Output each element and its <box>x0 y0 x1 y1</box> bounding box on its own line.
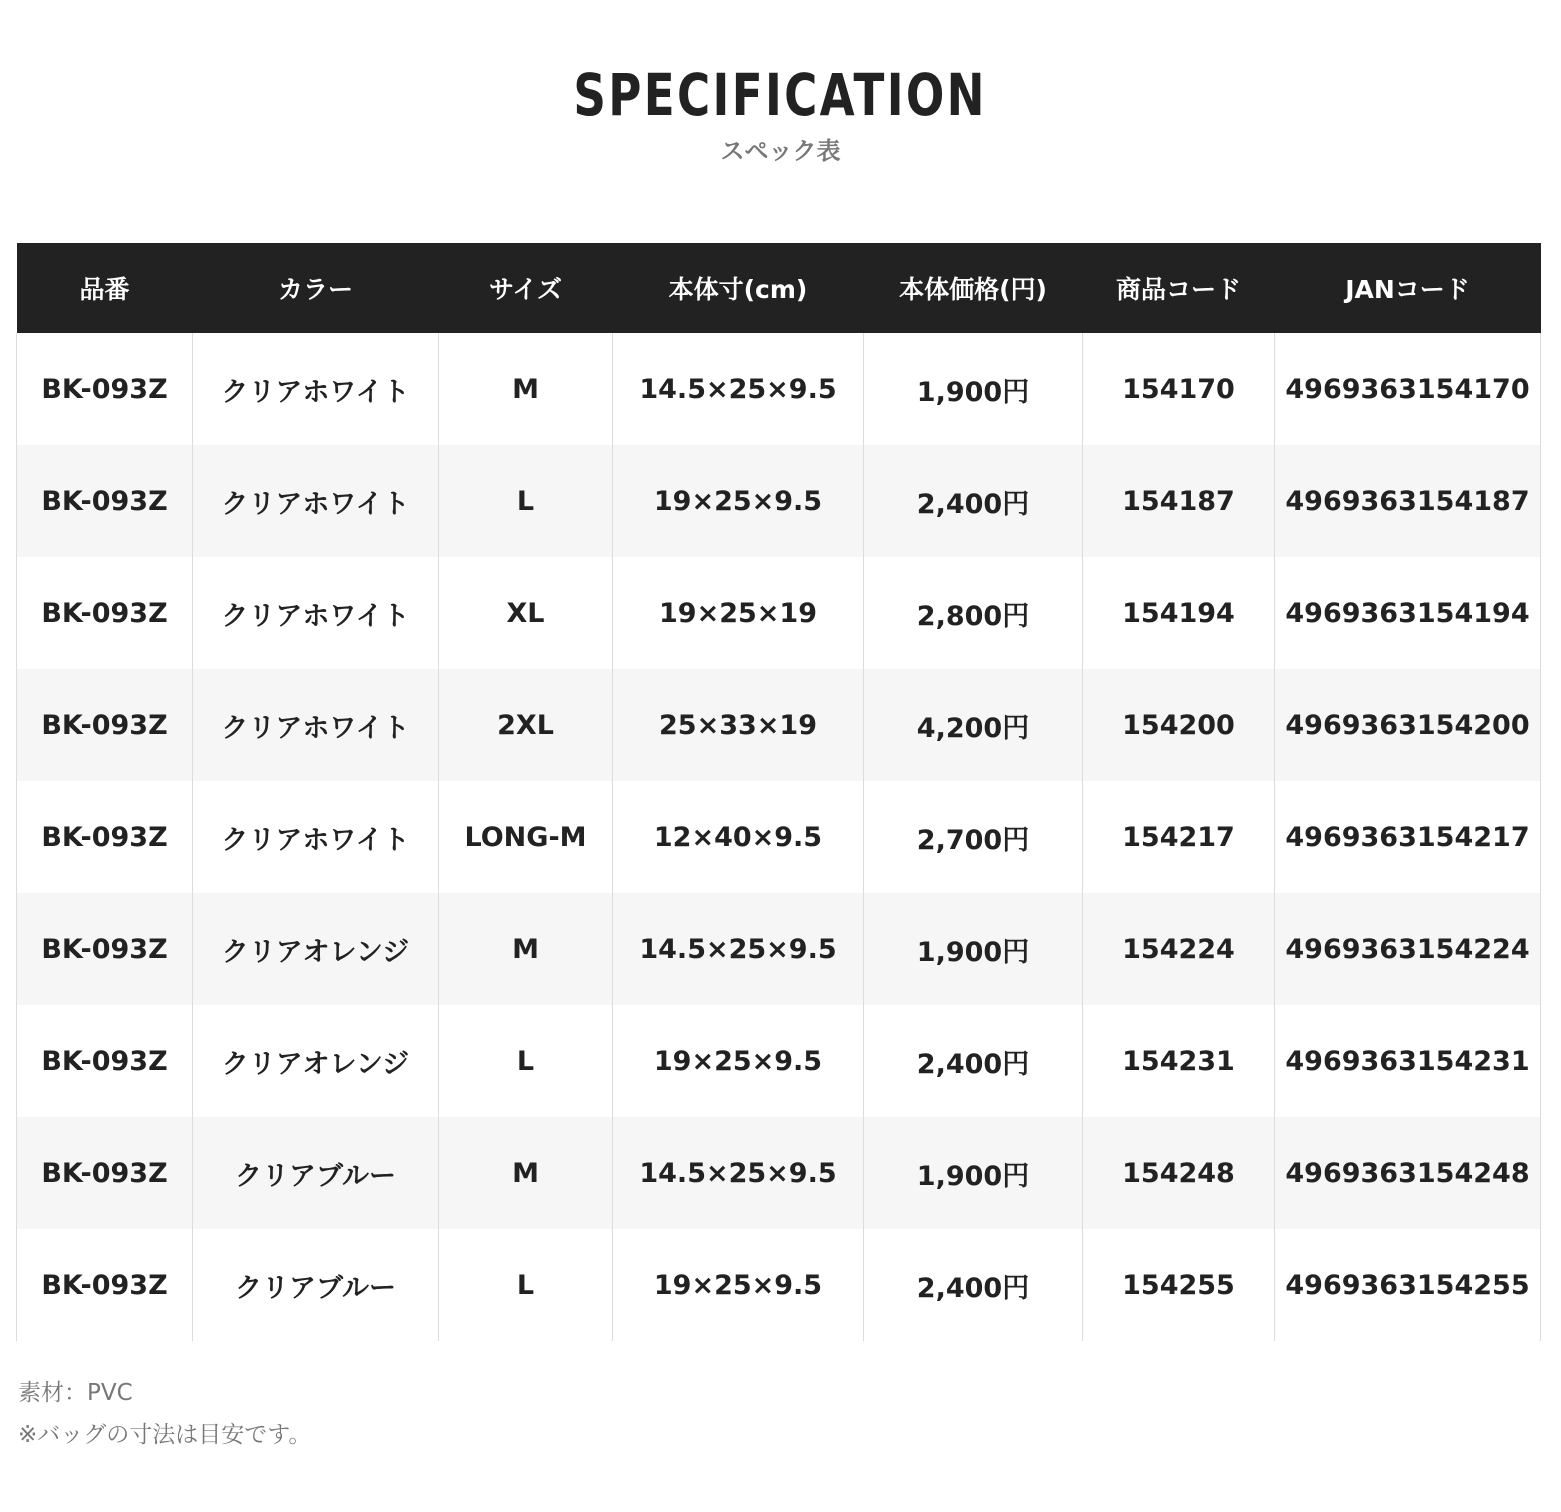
header-size: サイズ <box>439 243 613 333</box>
cell-product-code: 154217 <box>1083 781 1275 893</box>
spec-notes <box>18 1372 311 1456</box>
cell-color: クリアホワイト <box>193 669 439 781</box>
cell-color: クリアホワイト <box>193 333 439 445</box>
cell-size: LONG-M <box>439 781 613 893</box>
header-jan-code: JANコード <box>1275 243 1541 333</box>
cell-price: 2,400円 <box>864 1229 1083 1341</box>
cell-dimensions: 14.5×25×9.5 <box>613 893 864 1005</box>
header-price: 本体価格(円) <box>864 243 1083 333</box>
table-row <box>17 1117 1541 1229</box>
cell-dimensions: 19×25×9.5 <box>613 445 864 557</box>
spec-table <box>16 243 1541 1341</box>
cell-price: 2,800円 <box>864 557 1083 669</box>
cell-price: 2,700円 <box>864 781 1083 893</box>
material-note: 素材：PVC <box>18 1380 133 1406</box>
cell-item-number: BK-093Z <box>17 333 193 445</box>
cell-item-number: BK-093Z <box>17 557 193 669</box>
cell-jan-code: 4969363154170 <box>1275 333 1541 445</box>
cell-jan-code: 4969363154224 <box>1275 893 1541 1005</box>
table-body <box>17 333 1541 1341</box>
page-title: SPECIFICATION <box>573 61 988 129</box>
cell-size: M <box>439 893 613 1005</box>
cell-jan-code: 4969363154231 <box>1275 1005 1541 1117</box>
cell-jan-code: 4969363154187 <box>1275 445 1541 557</box>
cell-price: 1,900円 <box>864 893 1083 1005</box>
spec-heading <box>0 62 1561 166</box>
header-color: カラー <box>193 243 439 333</box>
cell-jan-code: 4969363154194 <box>1275 557 1541 669</box>
cell-item-number: BK-093Z <box>17 1005 193 1117</box>
cell-item-number: BK-093Z <box>17 669 193 781</box>
cell-product-code: 154224 <box>1083 893 1275 1005</box>
cell-item-number: BK-093Z <box>17 445 193 557</box>
cell-dimensions: 12×40×9.5 <box>613 781 864 893</box>
header-dimensions: 本体寸(cm) <box>613 243 864 333</box>
cell-product-code: 154231 <box>1083 1005 1275 1117</box>
cell-product-code: 154255 <box>1083 1229 1275 1341</box>
cell-product-code: 154248 <box>1083 1117 1275 1229</box>
cell-item-number: BK-093Z <box>17 1229 193 1341</box>
cell-color: クリアオレンジ <box>193 1005 439 1117</box>
cell-color: クリアホワイト <box>193 445 439 557</box>
header-row <box>17 243 1541 333</box>
cell-size: 2XL <box>439 669 613 781</box>
cell-product-code: 154187 <box>1083 445 1275 557</box>
cell-color: クリアホワイト <box>193 781 439 893</box>
cell-size: M <box>439 333 613 445</box>
cell-dimensions: 14.5×25×9.5 <box>613 333 864 445</box>
size-disclaimer: ※バッグの寸法は目安です。 <box>18 1422 312 1448</box>
cell-jan-code: 4969363154217 <box>1275 781 1541 893</box>
table-header <box>17 243 1541 333</box>
cell-size: L <box>439 1005 613 1117</box>
table-row <box>17 557 1541 669</box>
table-row <box>17 445 1541 557</box>
cell-product-code: 154194 <box>1083 557 1275 669</box>
table-row <box>17 669 1541 781</box>
cell-jan-code: 4969363154200 <box>1275 669 1541 781</box>
cell-item-number: BK-093Z <box>17 781 193 893</box>
cell-color: クリアブルー <box>193 1117 439 1229</box>
cell-price: 2,400円 <box>864 1005 1083 1117</box>
table-row <box>17 333 1541 445</box>
cell-dimensions: 19×25×19 <box>613 557 864 669</box>
cell-color: クリアオレンジ <box>193 893 439 1005</box>
table-row <box>17 781 1541 893</box>
cell-product-code: 154170 <box>1083 333 1275 445</box>
cell-size: M <box>439 1117 613 1229</box>
cell-price: 4,200円 <box>864 669 1083 781</box>
cell-price: 2,400円 <box>864 445 1083 557</box>
cell-item-number: BK-093Z <box>17 893 193 1005</box>
cell-dimensions: 25×33×19 <box>613 669 864 781</box>
cell-dimensions: 19×25×9.5 <box>613 1005 864 1117</box>
cell-color: クリアブルー <box>193 1229 439 1341</box>
header-item-number: 品番 <box>17 243 193 333</box>
cell-price: 1,900円 <box>864 1117 1083 1229</box>
cell-product-code: 154200 <box>1083 669 1275 781</box>
cell-size: XL <box>439 557 613 669</box>
page-subtitle: スペック表 <box>720 137 841 165</box>
cell-size: L <box>439 1229 613 1341</box>
cell-jan-code: 4969363154255 <box>1275 1229 1541 1341</box>
table-row <box>17 893 1541 1005</box>
cell-jan-code: 4969363154248 <box>1275 1117 1541 1229</box>
cell-item-number: BK-093Z <box>17 1117 193 1229</box>
cell-color: クリアホワイト <box>193 557 439 669</box>
cell-dimensions: 19×25×9.5 <box>613 1229 864 1341</box>
cell-price: 1,900円 <box>864 333 1083 445</box>
table-row <box>17 1229 1541 1341</box>
cell-size: L <box>439 445 613 557</box>
header-product-code: 商品コード <box>1083 243 1275 333</box>
table-row <box>17 1005 1541 1117</box>
cell-dimensions: 14.5×25×9.5 <box>613 1117 864 1229</box>
